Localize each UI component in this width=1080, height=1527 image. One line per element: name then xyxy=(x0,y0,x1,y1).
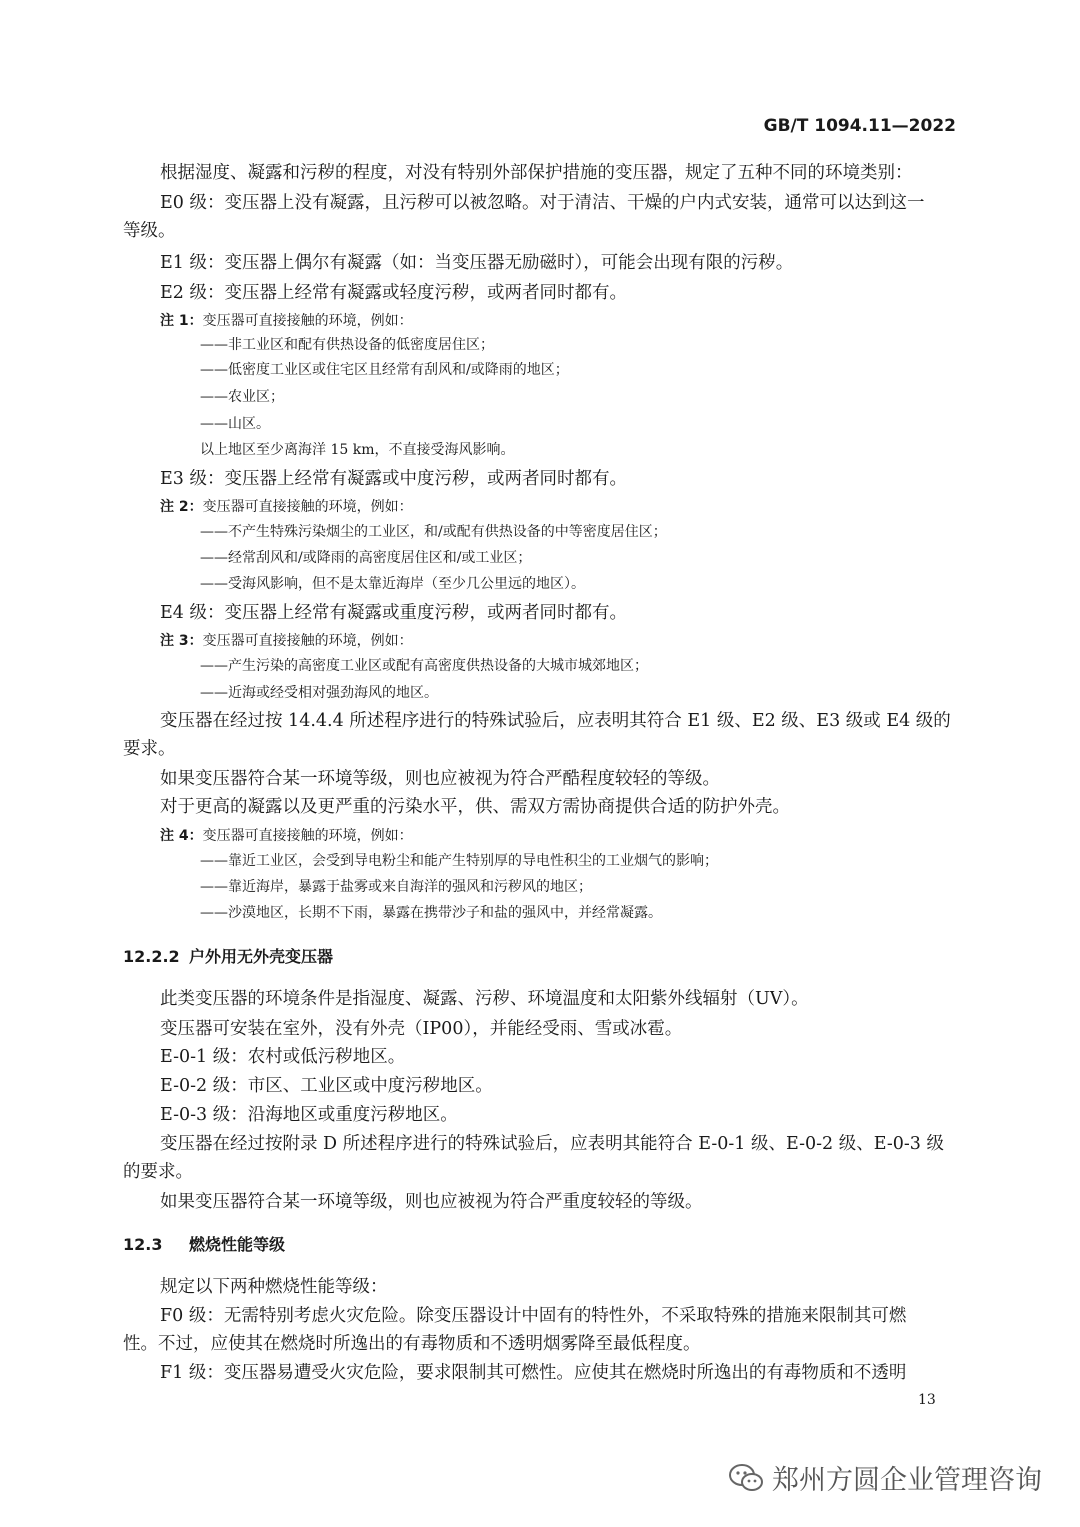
note-3-item: ——产生污染的高密度工业区或配有高密度供热设备的大城市城郊地区； xyxy=(200,658,648,674)
note-4-text: 变压器可直接接触的环境，例如： xyxy=(202,828,413,844)
note-1-text: 变压器可直接接触的环境，例如： xyxy=(202,313,413,329)
intro-paragraph: 根据湿度、凝露和污秽的程度，对没有特别外部保护措施的变压器，规定了五种不同的环境类别： xyxy=(160,163,913,183)
test-line-2: 要求。 xyxy=(123,739,176,759)
section-number: 12.3 xyxy=(123,1235,163,1254)
note-2-item: ——不产生特殊污染烟尘的工业区，和/或配有供热设备的中等密度居住区； xyxy=(200,524,667,540)
watermark xyxy=(728,1458,1042,1497)
section-heading-12-2-2 xyxy=(123,944,333,967)
standard-number: GB/T 1094.11—2022 xyxy=(763,116,956,136)
note-2-text: 变压器可直接接触的环境，例如： xyxy=(202,499,413,515)
note-2-label: 注 2： xyxy=(160,499,203,515)
note-1-item: ——山区。 xyxy=(200,416,270,432)
test-line-1: 变压器在经过按 14.4.4 所述程序进行的特殊试验后，应表明其符合 E1 级、E2 级、E3 级或 E4 级的 xyxy=(160,711,951,731)
note-3 xyxy=(160,628,413,654)
e03-paragraph: E-0-3 级：沿海地区或重度污秽地区。 xyxy=(160,1105,458,1125)
e0-line-1: E0 级：变压器上没有凝露，且污秽可以被忽略。对于清洁、干燥的户内式安装，通常可以达到这一 xyxy=(160,193,925,213)
outdoor-test-line-1: 变压器在经过按附录 D 所述程序进行的特殊试验后，应表明其能符合 E-0-1 级、E-0-2 级、E-0-3 级 xyxy=(160,1134,944,1154)
comply-paragraph: 如果变压器符合某一环境等级，则也应被视为符合严酷程度较轻的等级。 xyxy=(160,769,720,789)
note-2 xyxy=(160,494,413,520)
note-3-item: ——近海或经受相对强劲海风的地区。 xyxy=(200,685,438,701)
note-1-item: ——非工业区和配有供热设备的低密度居住区； xyxy=(200,337,494,353)
note-3-text: 变压器可直接接触的环境，例如： xyxy=(202,633,413,649)
higher-paragraph: 对于更高的凝露以及更严重的污染水平，供、需双方需协商提供合适的防护外壳。 xyxy=(160,797,790,817)
note-4-item: ——沙漠地区，长期不下雨，暴露在携带沙子和盐的强风中，并经常凝露。 xyxy=(200,905,662,921)
note-4-label: 注 4： xyxy=(160,828,203,844)
e0-line-2: 等级。 xyxy=(123,221,176,241)
note-4-item: ——靠近工业区，会受到导电粉尘和能产生特别厚的导电性积尘的工业烟气的影响； xyxy=(200,853,718,869)
e1-paragraph: E1 级：变压器上偶尔有凝露（如：当变压器无励磁时），可能会出现有限的污秽。 xyxy=(160,253,794,273)
note-3-label: 注 3： xyxy=(160,633,203,649)
e02-paragraph: E-0-2 级：市区、工业区或中度污秽地区。 xyxy=(160,1076,493,1096)
section-heading-12-3 xyxy=(123,1232,285,1255)
section-title: 燃烧性能等级 xyxy=(189,1235,286,1254)
note-1-label: 注 1： xyxy=(160,313,203,329)
e2-paragraph: E2 级：变压器上经常有凝露或轻度污秽，或两者同时都有。 xyxy=(160,283,627,303)
note-4-item: ——靠近海岸，暴露于盐雾或来自海洋的强风和污秽风的地区； xyxy=(200,879,592,895)
e4-paragraph: E4 级：变压器上经常有凝露或重度污秽，或两者同时都有。 xyxy=(160,603,627,623)
note-1-item: ——农业区； xyxy=(200,389,284,405)
f0-line-1: F0 级：无需特别考虑火灾危险。除变压器设计中固有的特性外，不采取特殊的措施来限制其可燃 xyxy=(160,1306,907,1326)
fire-intro-paragraph: 规定以下两种燃烧性能等级： xyxy=(160,1277,388,1297)
note-1 xyxy=(160,308,413,334)
note-1-extra: 以上地区至少离海洋 15 km，不直接受海风影响。 xyxy=(200,442,515,458)
e01-paragraph: E-0-1 级：农村或低污秽地区。 xyxy=(160,1047,406,1067)
page-number: 13 xyxy=(918,1392,936,1408)
note-4 xyxy=(160,823,413,849)
wechat-icon xyxy=(728,1462,764,1494)
outdoor-test-line-2: 的要求。 xyxy=(123,1162,193,1182)
f0-line-2: 性。不过，应使其在燃烧时所逸出的有毒物质和不透明烟雾降至最低程度。 xyxy=(123,1334,701,1354)
note-2-item: ——经常刮风和/或降雨的高密度居住区和/或工业区； xyxy=(200,550,532,566)
note-2-item: ——受海风影响，但不是太靠近海岸（至少几公里远的地区）。 xyxy=(200,576,585,592)
e3-paragraph: E3 级：变压器上经常有凝露或中度污秽，或两者同时都有。 xyxy=(160,469,627,489)
watermark-text: 郑州方圆企业管理咨询 xyxy=(772,1465,1042,1496)
outdoor-install-paragraph: 变压器可安装在室外，没有外壳（IP00），并能经受雨、雪或冰雹。 xyxy=(160,1019,683,1039)
outdoor-conditions-paragraph: 此类变压器的环境条件是指湿度、凝露、污秽、环境温度和太阳紫外线辐射（UV）。 xyxy=(160,989,809,1009)
note-1-item: ——低密度工业区或住宅区且经常有刮风和/或降雨的地区； xyxy=(200,362,569,378)
section-title: 户外用无外壳变压器 xyxy=(189,947,334,966)
section-number: 12.2.2 xyxy=(123,947,180,966)
outdoor-comply-paragraph: 如果变压器符合某一环境等级，则也应被视为符合严重度较轻的等级。 xyxy=(160,1192,703,1212)
f1-line-1: F1 级：变压器易遭受火灾危险，要求限制其可燃性。应使其在燃烧时所逸出的有毒物质和不透明 xyxy=(160,1363,907,1383)
